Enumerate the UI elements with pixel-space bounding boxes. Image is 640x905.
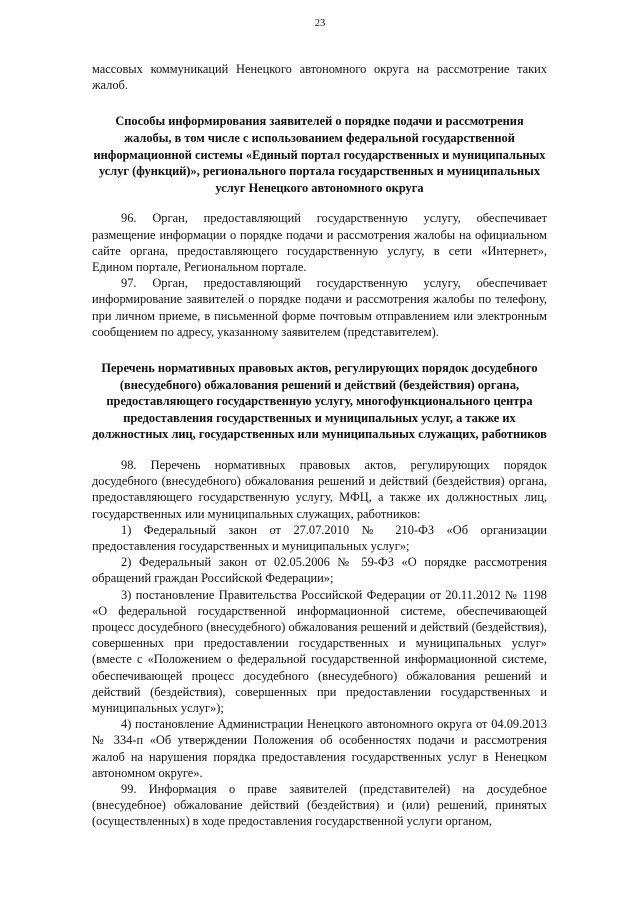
paragraph-96: 96. Орган, предоставляющий государственную услугу, обеспечивает размещение информации о порядке подачи и рассмотрения жалобы на официальном сайте органа, предоставляющего государственную услугу, в сети «Интернет», Едином портале, Региональном портале. bbox=[92, 211, 547, 274]
paragraph-continuation: массовых коммуникаций Ненецкого автономного округа на рассмотрение таких жалоб. bbox=[92, 62, 547, 93]
list-item-resolution-334: 4) постановление Администрации Ненецкого автономного округа от 04.09.2013 № 334-п «Об утверждении Положения об особенностях подачи и рассмотрения жалоб на нарушения порядка предоставления государственных услуг в Ненецком автономном округе». bbox=[92, 717, 547, 780]
list-item-law-210: 1) Федеральный закон от 27.07.2010 № 210-ФЗ «Об организации предоставления государственных и муниципальных услуг»; bbox=[92, 522, 547, 553]
section-heading-legal-acts: Перечень нормативных правовых актов, регулирующих порядок досудебного (внесудебного) обжалования решений и действий (бездействия) органа, предоставляющего государственную услугу, многофункционального центра предоставления государственных и муниципальных услуг, а также их должностных лиц, государственных или муниципальных служащих, работников bbox=[92, 361, 547, 442]
paragraph-97: 97. Орган, предоставляющий государственную услугу, обеспечивает информирование заявителей о порядке подачи и рассмотрения жалобы по телефону, при личном приеме, в письменной форме почтовым отправлением или электронным сообщением по адресу, указанному заявителем (представителем). bbox=[92, 276, 547, 339]
paragraph-98: 98. Перечень нормативных правовых актов, регулирующих порядок досудебного (внесудебного) обжалования решений и действий (бездействия) органа, предоставляющего государственную услугу, МФЦ, а также их должностных лиц, государственных или муниципальных служащих, работников: bbox=[92, 457, 547, 521]
paragraph-99: 99. Информация о праве заявителей (представителей) на досудебное (внесудебное) обжалование действий (бездействия) и (или) решений, принятых (осуществленных) в ходе предоставления государственной услуги органом, bbox=[92, 782, 547, 829]
list-item-resolution-1198: 3) постановление Правительства Российской Федерации от 20.11.2012 № 1198 «О федеральной государственной информационной системе, обеспечивающей процесс досудебного (внесудебного) обжалования решений и действий (бездействия), совершенных при предоставлении государственных и муниципальных услуг» (вместе с «Положением о федеральной государственной информационной системе, обеспечивающей процесс досудебного (внесудебного) обжалования решений и действий (бездействия), совершенных при предоставлении государственных и муниципальных услуг»); bbox=[92, 587, 547, 716]
document-body bbox=[92, 61, 547, 830]
list-item-law-59: 2) Федеральный закон от 02.05.2006 № 59-ФЗ «О порядке рассмотрения обращений граждан Российской Федерации»; bbox=[92, 555, 547, 586]
section-heading-complaint-info: Способы информирования заявителей о порядке подачи и рассмотрения жалобы, в том числе с использованием федеральной государственной информационной системы «Единый портал государственных и муниципальных услуг (функций)», регионального портала государственных и муниципальных услуг Ненецкого автономного округа bbox=[93, 114, 546, 195]
page-number: 23 bbox=[314, 18, 326, 29]
